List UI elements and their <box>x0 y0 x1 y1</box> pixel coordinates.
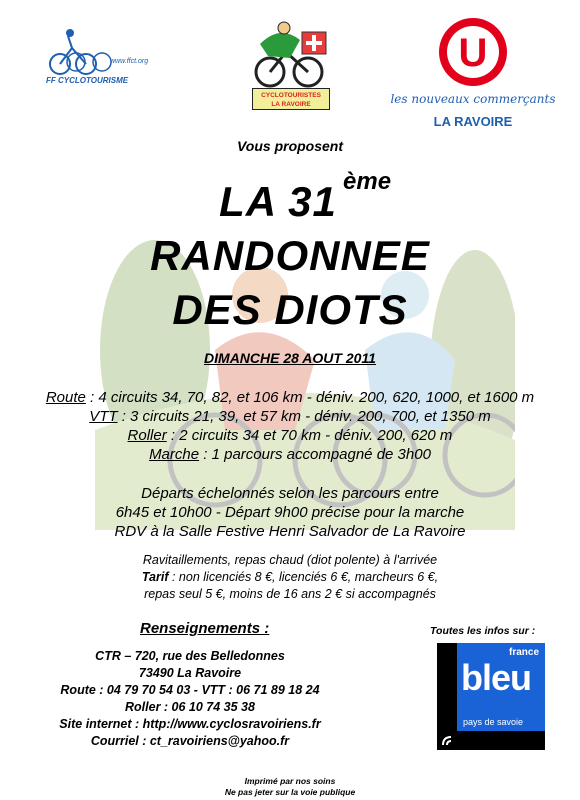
club-cyclist-icon <box>240 18 340 90</box>
radio-bleu: bleu <box>461 657 532 698</box>
circuit-label: Roller <box>127 427 167 444</box>
sponsor-letter: U <box>458 31 488 75</box>
contact-website: Site internet : http://www.cyclosravoiriens.fr <box>59 717 321 731</box>
circuit-marche <box>0 445 580 464</box>
club-line1: CYCLOTOURISTES <box>261 92 321 99</box>
club-logo <box>240 18 340 108</box>
radio-france: france <box>508 647 539 658</box>
ravitaillement-line: Ravitaillements, repas chaud (diot polente) à l'arrivée <box>142 553 438 567</box>
ravitaillement-line: repas seul 5 €, moins de 16 ans 2 € si accompagnés <box>144 587 436 601</box>
tarif-line <box>0 569 580 586</box>
u-logo-icon <box>388 16 558 90</box>
circuit-detail: : 2 circuits 34 et 70 km - déniv. 200, 620 m <box>166 427 453 444</box>
title-line1: LA 31 <box>219 178 337 225</box>
departs-line: 6h45 et 10h00 - Départ 9h00 précise pour la marche <box>115 504 465 521</box>
title-superscript: ème <box>343 168 392 195</box>
contact-email: Courriel : ct_ravoiriens@yahoo.fr <box>90 734 290 748</box>
title-line2: RANDONNEE <box>150 232 430 279</box>
france-bleu-square <box>457 643 545 731</box>
circuit-detail: : 3 circuits 21, 39, et 57 km - déniv. 200, 700, et 1350 m <box>117 408 491 425</box>
circuit-detail: : 4 circuits 34, 70, 82, et 106 km - déniv. 200, 620, 1000, et 1600 m <box>85 389 535 406</box>
club-line2: LA RAVOIRE <box>271 101 311 108</box>
event-date: DIMANCHE 28 AOUT 2011 <box>204 350 376 366</box>
departs-line: Départs échelonnés selon les parcours entre <box>141 485 439 502</box>
club-tag <box>252 88 330 110</box>
circuit-roller <box>0 426 580 445</box>
circuit-label: VTT <box>89 408 118 425</box>
circuit-label: Marche <box>149 446 200 463</box>
contact-line: Route : 04 79 70 54 03 - VTT : 06 71 89 18 24 <box>60 683 320 697</box>
departs-line: RDV à la Salle Festive Henri Salvador de La Ravoire <box>114 523 466 540</box>
sponsor-logo <box>388 16 558 131</box>
contact-line: CTR – 720, rue des Belledonnes <box>95 649 285 663</box>
ffct-logo <box>46 28 166 98</box>
circuit-route <box>0 388 580 407</box>
ffct-url: www.ffct.org <box>110 58 149 65</box>
footer-line: Ne pas jeter sur la voie publique <box>224 787 356 797</box>
tarif-text: : non licenciés 8 €, licenciés 6 €, marcheurs 6 €, <box>168 570 439 584</box>
france-bleu-logo <box>437 643 545 750</box>
contact-line: 73490 La Ravoire <box>138 666 242 680</box>
tarif-label: Tarif <box>141 570 169 584</box>
contact-line: Roller : 06 10 74 35 38 <box>125 700 255 714</box>
radio-wave-icon <box>441 735 455 747</box>
intro-text: Vous proposent <box>236 138 344 154</box>
radio-region: pays de savoie <box>463 717 524 727</box>
cyclists-icon <box>46 28 116 76</box>
contact-heading: Renseignements : <box>140 620 270 637</box>
footer-line: Imprimé par nos soins <box>244 776 336 786</box>
sponsor-city: LA RAVOIRE <box>433 114 513 129</box>
circuit-detail: : 1 parcours accompagné de 3h00 <box>199 446 431 463</box>
radio-caption: Toutes les infos sur : <box>430 625 536 637</box>
ffct-label: FF CYCLOTOURISME <box>46 76 129 85</box>
circuit-label: Route <box>45 389 86 406</box>
sponsor-script: les nouveaux commerçants <box>390 92 556 106</box>
circuit-vtt <box>0 407 580 426</box>
title-line3: DES DIOTS <box>172 286 408 333</box>
